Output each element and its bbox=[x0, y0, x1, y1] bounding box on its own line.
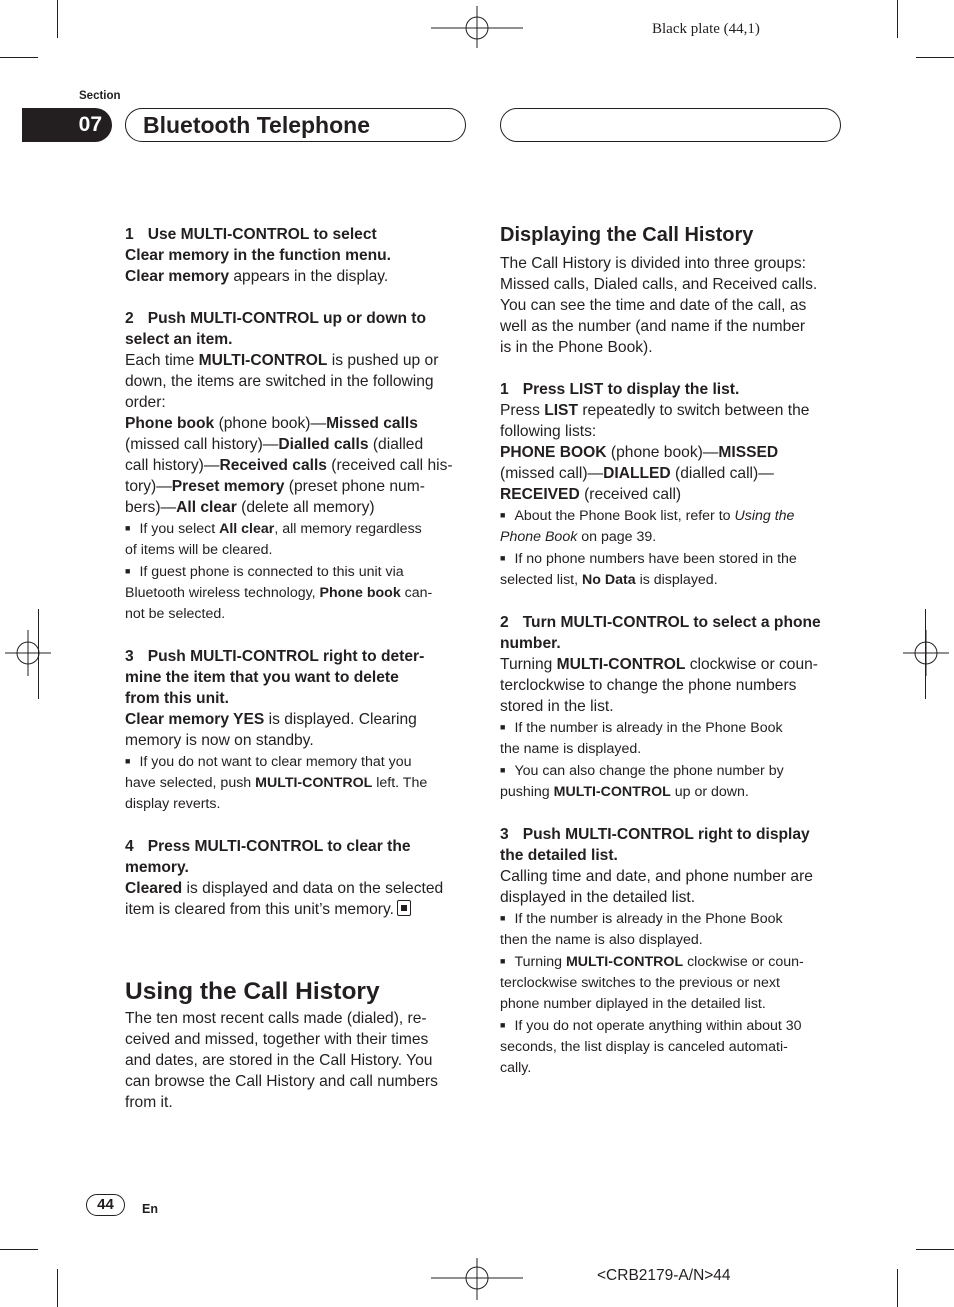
registration-crosshair bbox=[431, 1258, 523, 1300]
crop-mark bbox=[0, 57, 38, 58]
note: of items will be cleared. bbox=[125, 542, 273, 558]
step-heading: the detailed list. bbox=[500, 847, 618, 864]
bullet-icon: ■ bbox=[500, 956, 506, 966]
item-order: (missed call history)—Dialled calls (dialled bbox=[125, 436, 424, 453]
step-heading: memory. bbox=[125, 859, 189, 876]
note: ■ You can also change the phone number by bbox=[500, 763, 784, 779]
paragraph: order: bbox=[125, 394, 166, 411]
item-order: bers)—All clear (delete all memory) bbox=[125, 499, 375, 516]
step-heading: 4 Press MULTI-CONTROL to clear the bbox=[125, 838, 411, 855]
bullet-icon: ■ bbox=[125, 523, 131, 533]
note: ■ Turning MULTI-CONTROL clockwise or coun- bbox=[500, 954, 804, 970]
item-order: Phone book (phone book)—Missed calls bbox=[125, 415, 418, 432]
step-heading: mine the item that you want to delete bbox=[125, 669, 399, 686]
paragraph: Clear memory YES is displayed. Clearing bbox=[125, 711, 417, 728]
paragraph: Press LIST repeatedly to switch between the bbox=[500, 402, 810, 419]
left-column bbox=[125, 224, 470, 920]
paragraph: displayed in the detailed list. bbox=[500, 889, 696, 906]
step-heading: number. bbox=[500, 635, 561, 652]
section-number-badge bbox=[22, 108, 112, 142]
note: ■ If the number is already in the Phone Book bbox=[500, 911, 783, 927]
note: ■ If you do not want to clear memory that you bbox=[125, 754, 412, 770]
crop-mark bbox=[897, 1269, 898, 1307]
step-heading: select an item. bbox=[125, 331, 233, 348]
bullet-icon: ■ bbox=[500, 553, 506, 563]
step-heading: 3 Push MULTI-CONTROL right to display bbox=[500, 826, 810, 843]
list-order: PHONE BOOK (phone book)—MISSED bbox=[500, 444, 779, 461]
page-number-badge bbox=[86, 1194, 125, 1216]
paragraph: The ten most recent calls made (dialed), re- bbox=[125, 1010, 427, 1027]
paragraph: from it. bbox=[125, 1094, 173, 1111]
document-code: <CRB2179-A/N>44 bbox=[597, 1267, 731, 1284]
paragraph: Each time MULTI-CONTROL is pushed up or bbox=[125, 352, 439, 369]
note: the name is displayed. bbox=[500, 741, 642, 757]
crop-mark bbox=[57, 1269, 58, 1307]
note: ■ If the number is already in the Phone Book bbox=[500, 720, 783, 736]
paragraph: following lists: bbox=[500, 423, 597, 440]
paragraph: item is cleared from this unit’s memory. bbox=[125, 899, 470, 920]
paragraph: Cleared is displayed and data on the selected bbox=[125, 880, 444, 897]
crop-mark bbox=[916, 1249, 954, 1250]
note: then the name is also displayed. bbox=[500, 932, 703, 948]
paragraph: is in the Phone Book). bbox=[500, 339, 653, 356]
paragraph: Turning MULTI-CONTROL clockwise or coun- bbox=[500, 656, 818, 673]
paragraph: down, the items are switched in the following bbox=[125, 373, 434, 390]
registration-crosshair bbox=[903, 630, 949, 676]
note: terclockwise switches to the previous or next bbox=[500, 975, 780, 991]
paragraph: can browse the Call History and call numbers bbox=[125, 1073, 438, 1090]
section-title-box bbox=[125, 108, 466, 142]
bullet-icon: ■ bbox=[500, 765, 506, 775]
step-heading: Clear memory in the function menu. bbox=[125, 247, 391, 264]
crop-mark bbox=[57, 0, 58, 38]
note: ■ About the Phone Book list, refer to Using the bbox=[500, 508, 795, 524]
paragraph: You can see the time and date of the call, as bbox=[500, 297, 807, 314]
bullet-icon: ■ bbox=[500, 510, 506, 520]
crop-mark bbox=[916, 57, 954, 58]
note: not be selected. bbox=[125, 606, 226, 622]
using-call-history-section bbox=[125, 976, 470, 1113]
end-mark-icon bbox=[397, 900, 411, 916]
note: ■ If guest phone is connected to this unit via bbox=[125, 564, 404, 580]
paragraph: well as the number (and name if the number bbox=[500, 318, 806, 335]
note: display reverts. bbox=[125, 796, 221, 812]
note: seconds, the list display is canceled automati- bbox=[500, 1039, 788, 1055]
note: have selected, push MULTI-CONTROL left. The bbox=[125, 775, 428, 791]
registration-crosshair bbox=[431, 6, 523, 48]
paragraph: and dates, are stored in the Call History. You bbox=[125, 1052, 433, 1069]
bullet-icon: ■ bbox=[500, 1020, 506, 1030]
paragraph: Clear memory appears in the display. bbox=[125, 268, 389, 285]
step-heading: 3 Push MULTI-CONTROL right to deter- bbox=[125, 648, 425, 665]
item-order: call history)—Received calls (received call his- bbox=[125, 457, 453, 474]
note: selected list, No Data is displayed. bbox=[500, 572, 718, 588]
paragraph: memory is now on standby. bbox=[125, 732, 314, 749]
step-heading: 1 Use MULTI-CONTROL to select bbox=[125, 226, 377, 243]
section-label: Section bbox=[79, 90, 121, 102]
plate-label: Black plate (44,1) bbox=[652, 21, 760, 37]
section-heading: Displaying the Call History bbox=[500, 224, 754, 246]
empty-title-box bbox=[500, 108, 841, 142]
paragraph: The Call History is divided into three groups: bbox=[500, 255, 806, 272]
section-number: 07 bbox=[78, 113, 102, 136]
bullet-icon: ■ bbox=[125, 756, 131, 766]
note: cally. bbox=[500, 1060, 532, 1076]
section-title: Bluetooth Telephone bbox=[143, 112, 371, 138]
list-order: RECEIVED (received call) bbox=[500, 486, 682, 503]
paragraph: Calling time and date, and phone number are bbox=[500, 868, 813, 885]
note: Phone Book on page 39. bbox=[500, 529, 657, 545]
note: Bluetooth wireless technology, Phone book can- bbox=[125, 585, 433, 601]
paragraph: terclockwise to change the phone numbers bbox=[500, 677, 797, 694]
crop-mark bbox=[897, 0, 898, 38]
bullet-icon: ■ bbox=[500, 722, 506, 732]
language-label: En bbox=[142, 1202, 158, 1216]
right-column bbox=[500, 222, 845, 1079]
step-heading: 2 Turn MULTI-CONTROL to select a phone bbox=[500, 614, 821, 631]
registration-crosshair bbox=[5, 630, 51, 676]
paragraph: stored in the list. bbox=[500, 698, 614, 715]
bullet-icon: ■ bbox=[125, 566, 131, 576]
paragraph: Missed calls, Dialed calls, and Received calls. bbox=[500, 276, 818, 293]
item-order: tory)—Preset memory (preset phone num- bbox=[125, 478, 425, 495]
page-number: 44 bbox=[97, 1196, 114, 1213]
bullet-icon: ■ bbox=[500, 913, 506, 923]
step-heading: from this unit. bbox=[125, 690, 229, 707]
paragraph: ceived and missed, together with their times bbox=[125, 1031, 429, 1048]
note: phone number diplayed in the detailed list. bbox=[500, 996, 766, 1012]
note: pushing MULTI-CONTROL up or down. bbox=[500, 784, 749, 800]
step-heading: 1 Press LIST to display the list. bbox=[500, 381, 740, 398]
list-order: (missed call)—DIALLED (dialled call)— bbox=[500, 465, 774, 482]
note: ■ If you select All clear, all memory regardless bbox=[125, 521, 422, 537]
note: ■ If you do not operate anything within about 30 bbox=[500, 1018, 802, 1034]
crop-mark bbox=[0, 1249, 38, 1250]
section-heading: Using the Call History bbox=[125, 978, 380, 1005]
step-heading: 2 Push MULTI-CONTROL up or down to bbox=[125, 310, 427, 327]
note: ■ If no phone numbers have been stored in the bbox=[500, 551, 797, 567]
